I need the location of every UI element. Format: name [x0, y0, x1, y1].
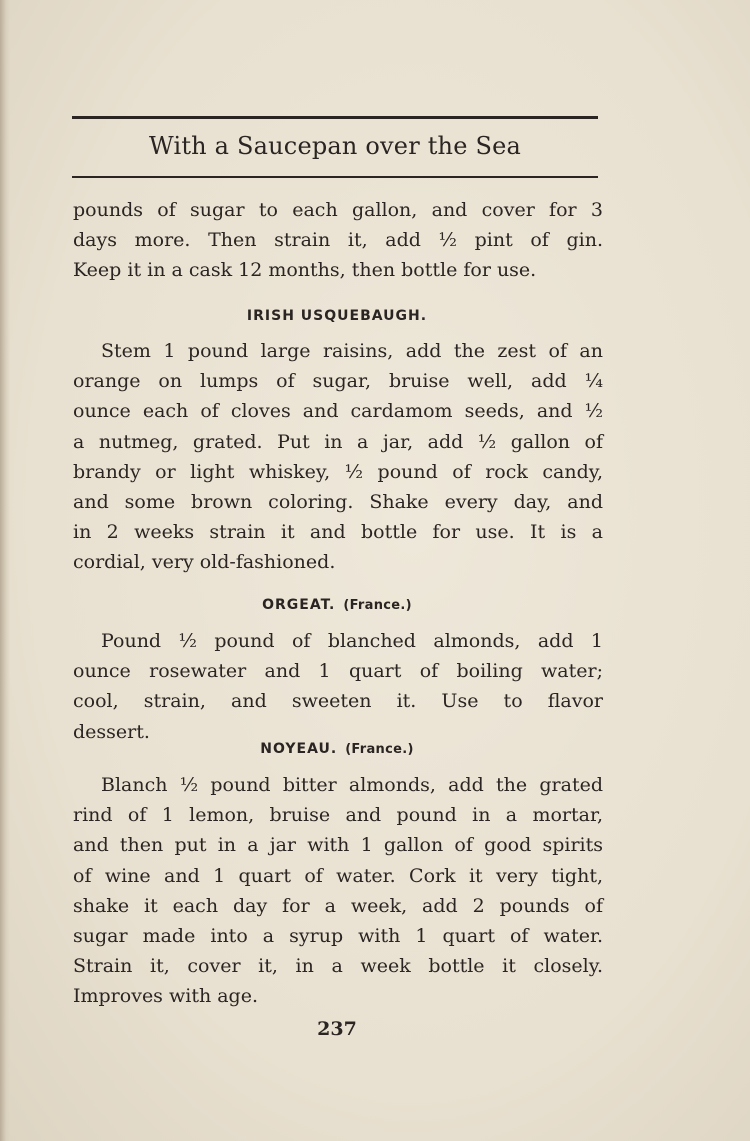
- recipe-origin: (France.): [343, 598, 412, 613]
- text-line: orange on lumps of sugar, bruise well, add ¼: [73, 370, 603, 393]
- text-line: days more. Then strain it, add ½ pint of gin.: [73, 229, 603, 252]
- text-line: ounce each of cloves and cardamom seeds, and ½: [73, 400, 603, 423]
- header-rule-top: [72, 116, 598, 119]
- text-line: shake it each day for a week, add 2 pounds of: [73, 894, 603, 917]
- text-line: and some brown coloring. Shake every day, and: [73, 490, 603, 513]
- running-head: With a Saucepan over the Sea: [149, 132, 521, 160]
- text-line: Keep it in a cask 12 months, then bottle for use.: [73, 259, 537, 282]
- text-line: brandy or light whiskey, ½ pound of rock candy,: [73, 460, 603, 483]
- spine-shadow: [0, 0, 10, 1141]
- recipe-body-irish-usquebaugh: [73, 336, 603, 578]
- recipe-heading-irish-usquebaugh: [72, 308, 602, 324]
- text-line: Stem 1 pound large raisins, add the zest of an: [101, 340, 603, 362]
- text-line: Blanch ½ pound bitter almonds, add the grated: [101, 774, 603, 796]
- text-line: pounds of sugar to each gallon, and cover for 3: [73, 199, 603, 221]
- text-line: rind of 1 lemon, bruise and pound in a mortar,: [73, 804, 603, 827]
- recipe-title: ORGEAT.: [262, 597, 336, 613]
- continued-paragraph: [73, 195, 603, 286]
- text-line: Improves with age.: [73, 985, 258, 1008]
- recipe-body-orgeat: [73, 626, 603, 747]
- text-line: cool, strain, and sweeten it. Use to flavor: [73, 690, 603, 713]
- recipe-body-noyeau: [73, 770, 603, 1012]
- text-line: Strain it, cover it, in a week bottle it closely.: [73, 955, 603, 978]
- text-line: Pound ½ pound of blanched almonds, add 1: [101, 630, 603, 652]
- text-line: of wine and 1 quart of water. Cork it very tight,: [73, 864, 603, 887]
- recipe-title: NOYEAU.: [260, 741, 338, 757]
- text-line: sugar made into a syrup with 1 quart of water.: [73, 924, 603, 947]
- recipe-origin: (France.): [345, 742, 414, 757]
- page-number: 237: [317, 1018, 357, 1040]
- text-line: and then put in a jar with 1 gallon of good spirits: [73, 834, 603, 857]
- recipe-heading-noyeau: [72, 741, 602, 757]
- text-line: a nutmeg, grated. Put in a jar, add ½ gallon of: [73, 430, 603, 453]
- header-rule-bottom: [72, 176, 598, 178]
- text-line: cordial, very old-fashioned.: [73, 551, 336, 574]
- recipe-heading-orgeat: [72, 597, 602, 613]
- text-line: ounce rosewater and 1 quart of boiling water;: [73, 660, 603, 683]
- text-line: in 2 weeks strain it and bottle for use. It is a: [73, 521, 603, 544]
- recipe-title: IRISH USQUEBAUGH.: [246, 308, 428, 324]
- text-line: dessert.: [73, 720, 150, 743]
